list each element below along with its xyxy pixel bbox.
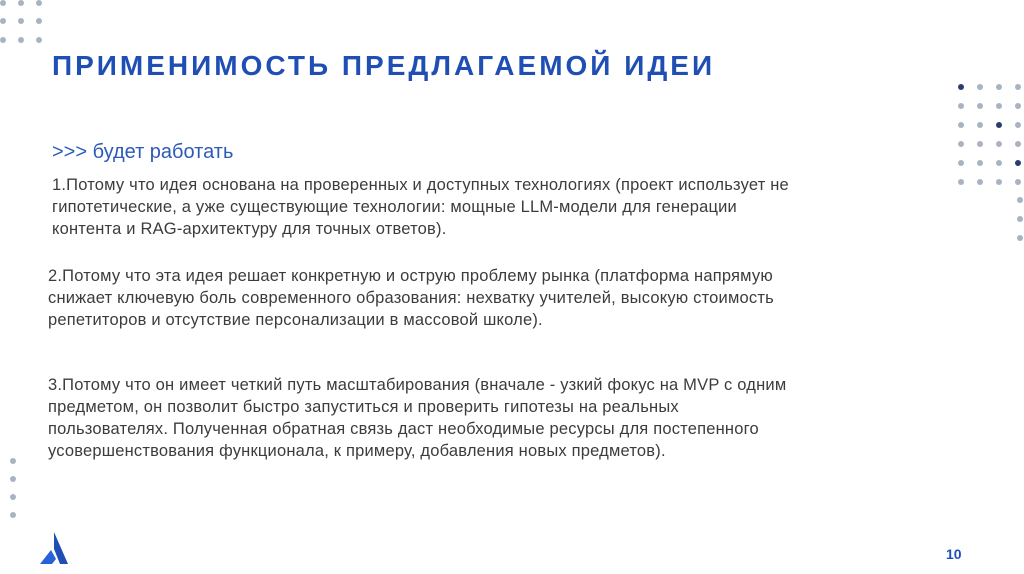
- decor-dot: [977, 103, 983, 109]
- paragraph-line: 1.Потому что идея основана на проверенных и доступных технологиях (проект использует не: [52, 176, 789, 194]
- decor-dot: [10, 476, 16, 482]
- decor-dot: [996, 160, 1002, 166]
- decor-dot: [996, 84, 1002, 90]
- decor-dot: [958, 160, 964, 166]
- decor-dot: [36, 18, 42, 24]
- page-number: 10: [946, 546, 962, 562]
- paragraph-1: [52, 174, 789, 240]
- paragraph-line: пользователях. Полученная обратная связь даст необходимые ресурсы для постепенного: [48, 420, 759, 438]
- decor-dot: [958, 122, 964, 128]
- decor-dot: [958, 84, 964, 90]
- decor-dot: [36, 37, 42, 43]
- decor-dot: [0, 18, 6, 24]
- paragraph-line: 2.Потому что эта идея решает конкретную и острую проблему рынка (платформа напрямую: [48, 267, 773, 285]
- paragraph-2: [48, 265, 774, 331]
- decor-dot: [958, 103, 964, 109]
- decor-dot: [10, 458, 16, 464]
- decor-dot: [977, 160, 983, 166]
- decor-dot: [1017, 235, 1023, 241]
- paragraph-line: репетиторов и отсутствие персонализации в массовой школе).: [48, 311, 543, 329]
- decor-dot: [996, 122, 1002, 128]
- paragraph-line: предметом, он позволит быстро запуститься и проверить гипотезы на реальных: [48, 398, 679, 416]
- decor-dot: [1015, 179, 1021, 185]
- logo-icon: [39, 530, 69, 566]
- decor-dot: [1015, 84, 1021, 90]
- paragraph-line: усовершенствования функционала, к примеру, добавления новых предметов).: [48, 442, 666, 460]
- slide-subtitle: >>> будет работать: [52, 141, 234, 163]
- decor-dot: [18, 37, 24, 43]
- decor-dot: [977, 122, 983, 128]
- decor-dot: [1017, 216, 1023, 222]
- decor-dot: [18, 18, 24, 24]
- paragraph-line: контента и RAG-архитектуру для точных ответов).: [52, 220, 447, 238]
- decor-dot: [0, 0, 6, 6]
- decor-dot: [1015, 160, 1021, 166]
- decor-dot: [977, 84, 983, 90]
- decor-dot: [977, 179, 983, 185]
- decor-dot: [10, 494, 16, 500]
- decor-dot: [996, 103, 1002, 109]
- decor-dot: [958, 141, 964, 147]
- decor-dot: [996, 141, 1002, 147]
- decor-dot: [0, 37, 6, 43]
- paragraph-line: 3.Потому что он имеет четкий путь масштабирования (вначале - узкий фокус на MVP с одним: [48, 376, 787, 394]
- decor-dot: [18, 0, 24, 6]
- decor-dot: [36, 0, 42, 6]
- decor-dot: [1015, 141, 1021, 147]
- decor-dot: [996, 179, 1002, 185]
- paragraph-line: снижает ключевую боль современного образования: нехватку учителей, высокую стоимость: [48, 289, 774, 307]
- decor-dot: [10, 512, 16, 518]
- decor-dot: [1015, 122, 1021, 128]
- slide-title: ПРИМЕНИМОСТЬ ПРЕДЛАГАЕМОЙ ИДЕИ: [52, 50, 716, 81]
- decor-dot: [958, 179, 964, 185]
- paragraph-line: гипотетические, а уже существующие технологии: мощные LLM-модели для генерации: [52, 198, 737, 216]
- paragraph-3: [48, 374, 786, 462]
- decor-dot: [1015, 103, 1021, 109]
- decor-dot: [977, 141, 983, 147]
- decor-dot: [1017, 197, 1023, 203]
